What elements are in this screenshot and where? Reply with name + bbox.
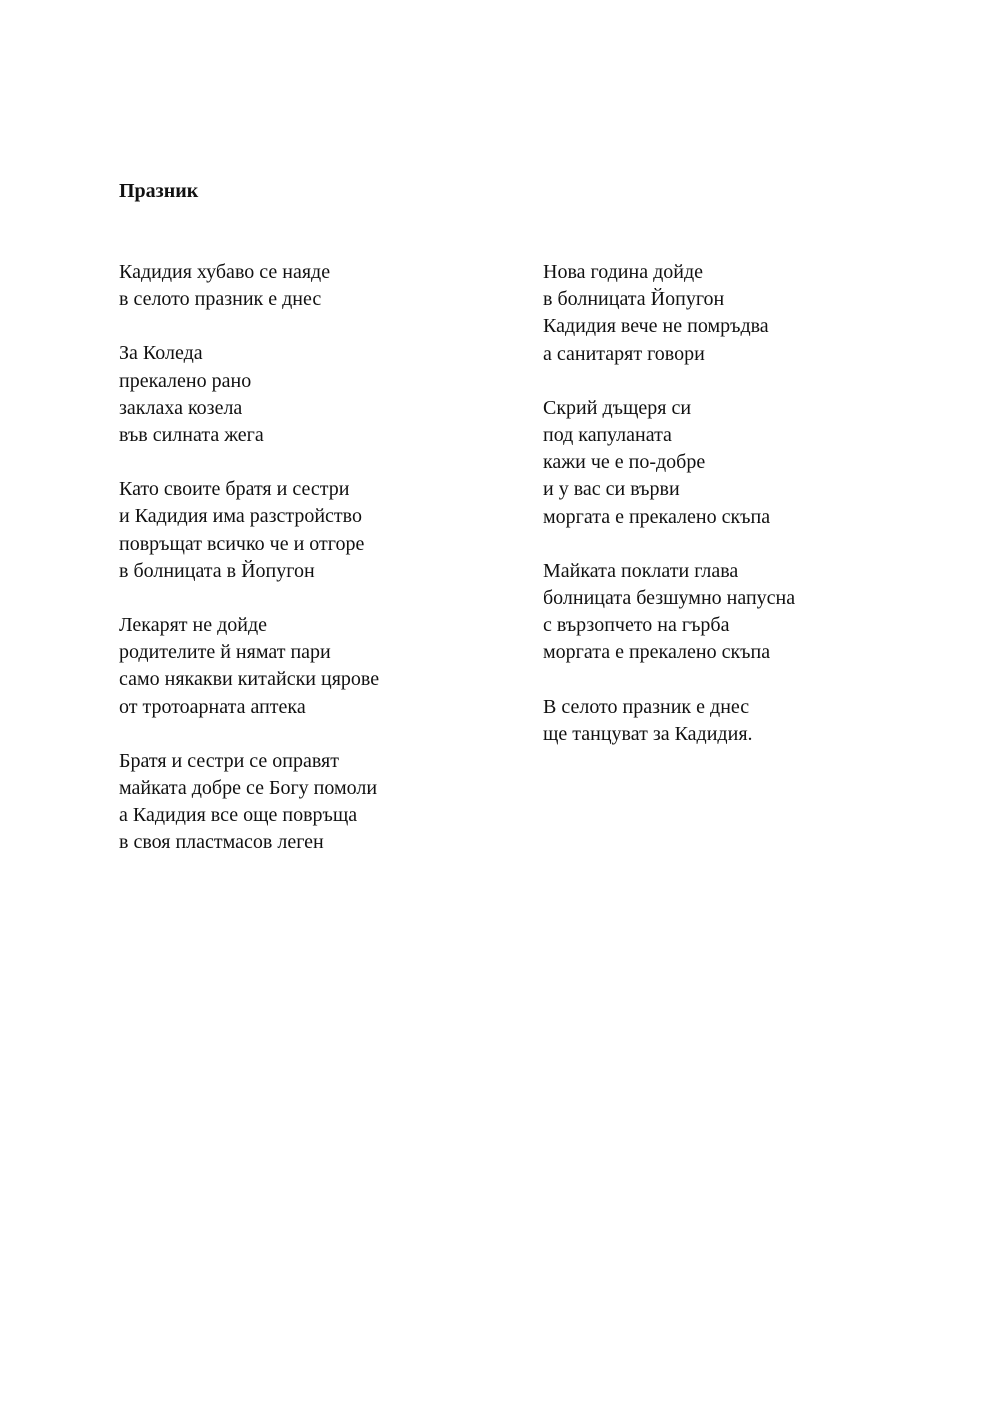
verse-line: във силната жега: [119, 424, 264, 447]
stanza: [119, 748, 519, 857]
verse-line: кажи че е по-добре: [543, 451, 706, 474]
stanza: [119, 259, 519, 313]
verse-line: Скрий дъщеря си: [543, 396, 692, 419]
verse-line: заклаха козела: [119, 396, 243, 419]
verse-line: За Коледа: [119, 342, 203, 365]
verse-line: моргата е прекалено скъпа: [543, 641, 771, 664]
verse-line: Братя и сестри се оправят: [119, 749, 339, 772]
stanza: [543, 395, 943, 531]
verse-line: болницата безшумно напусна: [543, 587, 796, 610]
verse-line: в болницата Йопугон: [543, 288, 725, 311]
stanza: [119, 476, 519, 585]
poem-title: Празник: [119, 180, 199, 202]
stanza: [543, 694, 943, 748]
verse-line: Нова година дойде: [543, 261, 704, 283]
verse-line: в своя пластмасов леген: [119, 831, 324, 854]
verse-line: В селото празник е днес: [543, 695, 750, 718]
verse-line: в болницата в Йопугон: [119, 559, 315, 582]
stanza: [119, 612, 519, 721]
verse-line: майката добре се Богу помоли: [119, 777, 378, 800]
verse-line: от тротоарната аптека: [119, 695, 306, 718]
verse-line: родителите й нямат пари: [119, 641, 331, 664]
verse-line: а Кадидия все още повръща: [119, 804, 358, 827]
stanza: [543, 259, 943, 368]
verse-line: с вързопчето на гърба: [543, 614, 730, 637]
verse-line: Лекарят не дойде: [119, 614, 268, 637]
poem-left-column: [119, 259, 519, 884]
verse-line: Като своите братя и сестри: [119, 478, 350, 501]
verse-line: прекалено рано: [119, 369, 252, 392]
verse-line: само някакви китайски цярове: [119, 668, 380, 691]
verse-line: Кадидия хубаво се наяде: [119, 261, 331, 283]
verse-line: Майката поклати глава: [543, 559, 739, 582]
stanza: [119, 340, 519, 449]
verse-line: а санитарят говори: [543, 342, 705, 365]
verse-line: и Кадидия има разстройство: [119, 505, 362, 528]
verse-line: повръщат всичко че и отгоре: [119, 532, 365, 555]
stanza: [543, 558, 943, 667]
verse-line: и у вас си върви: [543, 478, 680, 501]
verse-line: моргата е прекалено скъпа: [543, 505, 771, 528]
verse-line: ще танцуват за Кадидия.: [543, 722, 753, 745]
verse-line: под капуланата: [543, 424, 672, 447]
poem-right-column: [543, 259, 943, 775]
verse-line: в селото празник е днес: [119, 288, 322, 311]
verse-line: Кадидия вече не помръдва: [543, 315, 769, 338]
